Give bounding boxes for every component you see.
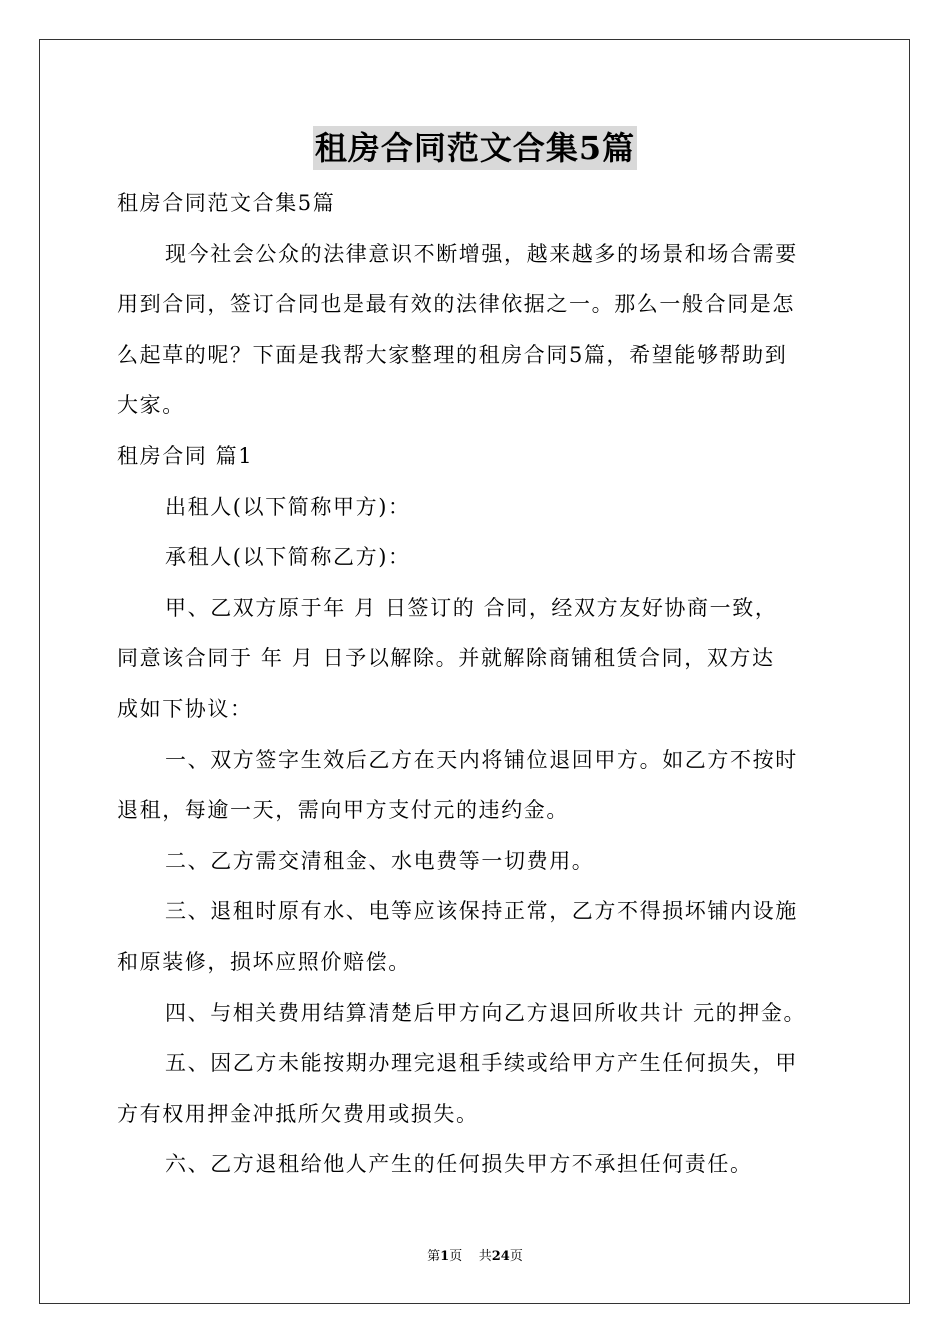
paragraph-line: 现今社会公众的法律意识不断增强，越来越多的场景和场合需要: [165, 241, 798, 266]
paragraph-line: 成如下协议：: [117, 696, 253, 721]
document-body: [117, 178, 835, 1190]
page-suffix: 页: [509, 1249, 523, 1264]
subtitle-line: 租房合同范文合集5篇: [117, 191, 336, 215]
paragraph-line: 出租人(以下简称甲方)：: [165, 494, 411, 519]
paragraph-line: 甲、乙双方原于年 月 日签订的 合同，经双方友好协商一致，: [165, 595, 778, 620]
clause-line: 五、因乙方未能按期办理完退租手续或给甲方产生任何损失，甲: [165, 1051, 798, 1076]
paragraph-line: 大家。: [117, 393, 185, 418]
clause-line: 三、退租时原有水、电等应该保持正常，乙方不得损坏铺内设施: [165, 899, 798, 924]
clause-line: 方有权用押金冲抵所欠费用或损失。: [117, 1101, 479, 1126]
title-container: [0, 126, 950, 170]
clause-line: 六、乙方退租给他人产生的任何损失甲方不承担任何责任。: [165, 1152, 753, 1177]
page-footer: [0, 1248, 950, 1266]
page-total: 24: [491, 1249, 510, 1264]
clause-line: 一、双方签字生效后乙方在天内将铺位退回甲方。如乙方不按时: [165, 747, 798, 772]
paragraph-line: 么起草的呢？下面是我帮大家整理的租房合同5篇，希望能够帮助到: [117, 342, 788, 367]
paragraph-line: 用到合同，签订合同也是最有效的法律依据之一。那么一般合同是怎: [117, 292, 795, 317]
document-title: 租房合同范文合集5篇: [313, 126, 637, 170]
paragraph-line: 同意该合同于 年 月 日予以解除。并就解除商铺租赁合同，双方达: [117, 646, 775, 671]
page-current: 1: [440, 1249, 450, 1264]
page-mid: 页 共: [449, 1249, 492, 1264]
clause-line: 四、与相关费用结算清楚后甲方向乙方退回所收共计 元的押金。: [165, 1000, 807, 1025]
clause-line: 退租，每逾一天，需向甲方支付元的违约金。: [117, 798, 569, 823]
clause-line: 和原装修，损坏应照价赔偿。: [117, 949, 411, 974]
paragraph-line: 承租人(以下简称乙方)：: [165, 545, 411, 570]
clause-line: 二、乙方需交清租金、水电费等一切费用。: [165, 848, 595, 873]
section-heading: 租房合同 篇1: [117, 443, 254, 468]
page-prefix: 第: [427, 1249, 441, 1264]
